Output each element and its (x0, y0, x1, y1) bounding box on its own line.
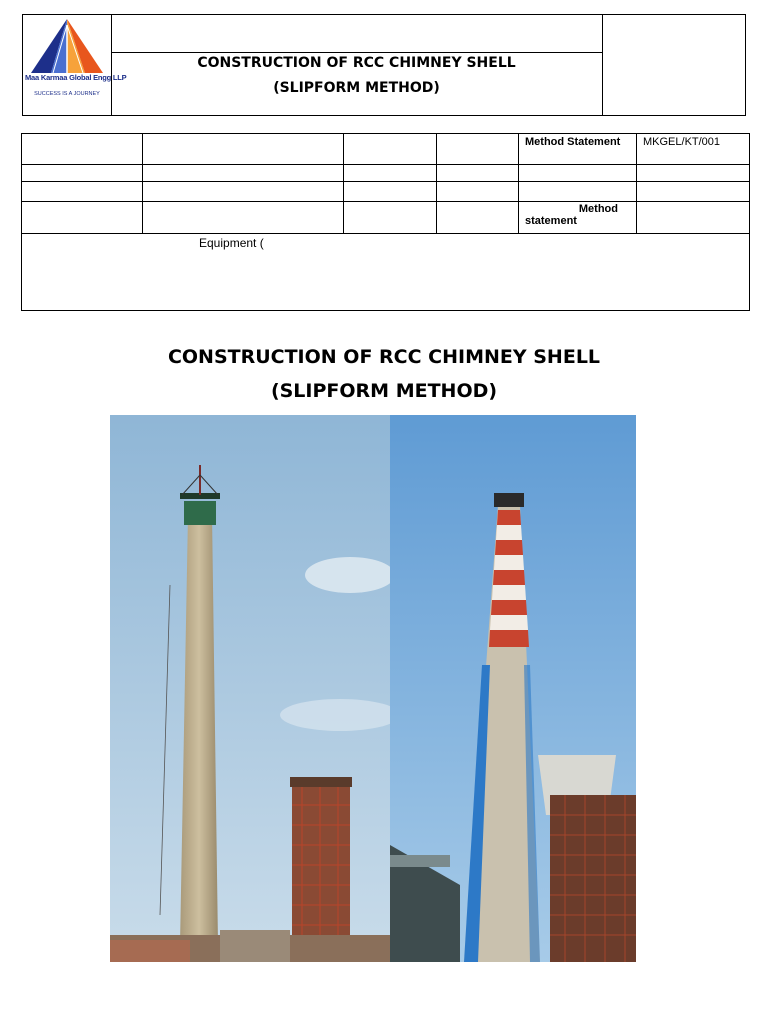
header-title-cell (111, 15, 603, 115)
main-title-line2: (SLIPFORM METHOD) (270, 380, 498, 402)
method-statement-label: Method Statement (519, 134, 637, 165)
table-cell (519, 165, 637, 182)
table-cell (143, 134, 344, 165)
document-header (22, 14, 746, 116)
table-cell (519, 182, 637, 202)
logo-tagline: SUCCESS IS A JOURNEY (34, 91, 100, 97)
table-cell (143, 165, 344, 182)
table-cell (344, 202, 437, 234)
table-cell (22, 165, 143, 182)
main-title-line1: CONSTRUCTION OF RCC CHIMNEY SHELL (167, 346, 601, 368)
method-label-line1: Method (578, 203, 618, 215)
table-cell (344, 134, 437, 165)
header-title-line1: CONSTRUCTION OF RCC CHIMNEY SHELL (197, 55, 516, 71)
chimney-photo-left (110, 415, 390, 962)
info-table (21, 133, 750, 311)
table-row (22, 234, 750, 311)
table-row (22, 165, 750, 182)
method-label-line2: statement (525, 215, 577, 227)
table-cell (437, 182, 519, 202)
method-statement-cell (519, 202, 637, 234)
table-cell (437, 202, 519, 234)
table-cell (437, 134, 519, 165)
table-cell (22, 134, 143, 165)
table-cell (344, 182, 437, 202)
header-empty-row (111, 15, 602, 53)
table-cell (143, 202, 344, 234)
table-cell (637, 165, 750, 182)
logo-cell (23, 15, 127, 115)
chimney-photo-right (390, 415, 636, 962)
table-cell (637, 202, 750, 234)
table-cell (143, 182, 344, 202)
table-cell (22, 202, 143, 234)
table-cell (637, 182, 750, 202)
equipment-cell (22, 234, 750, 311)
table-cell (344, 165, 437, 182)
table-cell (437, 165, 519, 182)
logo-brand-text: Maa Karmaa Global Engg LLP (25, 73, 127, 82)
table-row (22, 202, 750, 234)
table-row (22, 182, 750, 202)
table-cell (22, 182, 143, 202)
equipment-text: Equipment ( (199, 236, 264, 250)
table-row (22, 134, 750, 165)
header-title-line2: (SLIPFORM METHOD) (273, 80, 440, 96)
company-logo (23, 17, 111, 77)
method-statement-value: MKGEL/KT/001 (637, 134, 750, 165)
